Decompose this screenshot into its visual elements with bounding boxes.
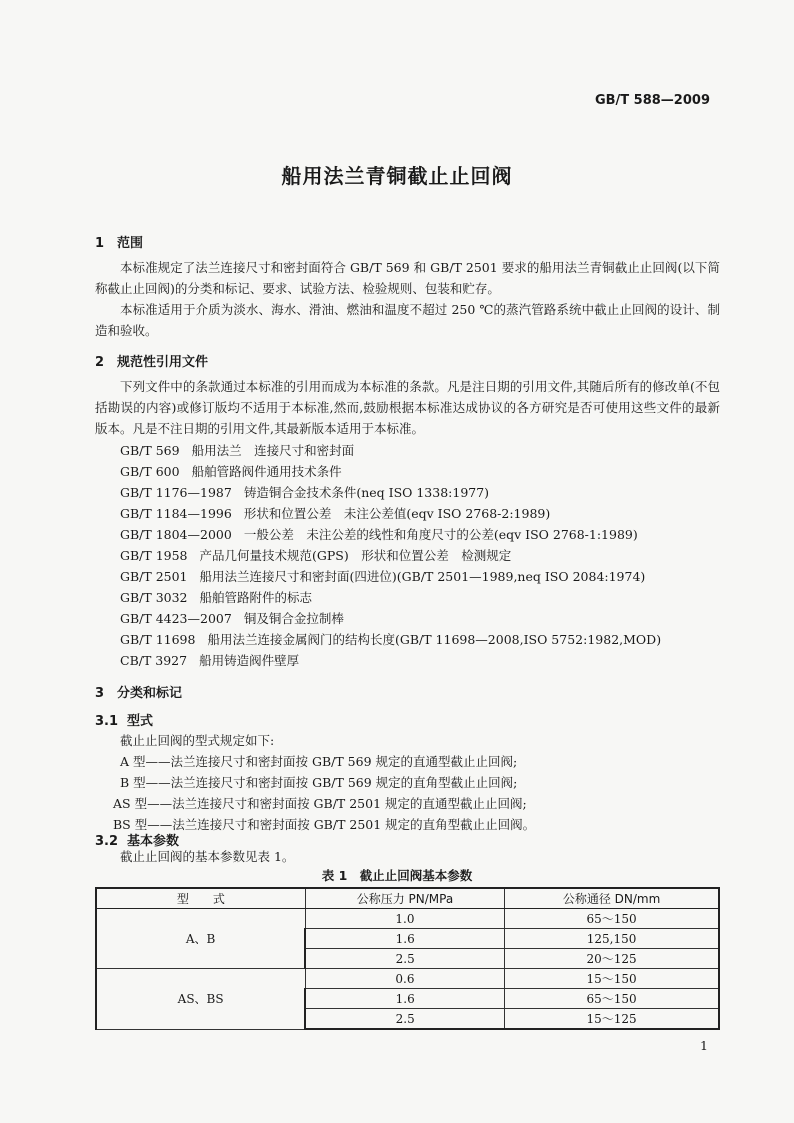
type-definition: AS 型——法兰连接尺寸和密封面按 GB/T 2501 规定的直通型截止止回阀; xyxy=(113,796,527,811)
reference-title: 产品几何量技术规范(GPS) 形状和位置公差 检测规定 xyxy=(199,548,512,563)
subsection-number: 3.1 xyxy=(95,714,119,729)
diameter-cell: 20～125 xyxy=(505,949,719,969)
type-definition: BS 型——法兰连接尺寸和密封面按 GB/T 2501 规定的直角型截止止回阀。 xyxy=(113,817,536,832)
section-title: 规范性引用文件 xyxy=(117,355,209,370)
pressure-cell: 2.5 xyxy=(305,1009,504,1030)
reference-code: GB/T 1184—1996 xyxy=(120,506,232,521)
paragraph: 下列文件中的条款通过本标准的引用而成为本标准的条款。凡是注日期的引用文件,其随后所有的修改单(不包括勘误的内容)或修订版均不适用于本标准,然而,鼓励根据本标准达成协议的各方研究是否可使用这些文件的最新版本。凡是不注日期的引用文件,其最新版本适用于本标准。 xyxy=(95,379,720,436)
column-header: 公称压力 PN/MPa xyxy=(305,888,504,909)
reference-code: GB/T 1804—2000 xyxy=(120,527,232,542)
reference-item xyxy=(120,462,342,480)
reference-title: 船用法兰连接尺寸和密封面(四进位)(GB/T 2501—1989,neq ISO 2084:1974) xyxy=(199,569,646,584)
diameter-cell: 65～150 xyxy=(505,909,719,929)
section-title: 范围 xyxy=(117,236,144,251)
reference-item xyxy=(120,525,638,543)
paragraph: 本标准规定了法兰连接尺寸和密封面符合 GB/T 569 和 GB/T 2501 要求的船用法兰青铜截止止回阀(以下简称截止止回阀)的分类和标记、要求、试验方法、检验规则、包装和贮存。 xyxy=(95,260,720,296)
subsection-number: 3.2 xyxy=(95,834,119,849)
reference-code: GB/T 2501 xyxy=(120,569,188,584)
reference-title: 船舶管路附件的标志 xyxy=(199,590,313,605)
reference-title: 形状和位置公差 未注公差值(eqv ISO 2768-2:1989) xyxy=(243,506,551,521)
reference-title: 铸造铜合金技术条件(neq ISO 1338:1977) xyxy=(243,485,490,500)
reference-code: GB/T 3032 xyxy=(120,590,188,605)
standard-code: GB/T 588—2009 xyxy=(594,93,710,108)
basic-parameters-table xyxy=(95,887,720,1030)
reference-title: 船舶管路阀件通用技术条件 xyxy=(191,464,342,479)
reference-code: GB/T 11698 xyxy=(120,632,196,647)
reference-code: GB/T 1176—1987 xyxy=(120,485,232,500)
reference-item xyxy=(120,651,299,669)
reference-item xyxy=(120,609,344,627)
section-heading-classification xyxy=(95,682,182,701)
diameter-cell: 15～150 xyxy=(505,969,719,989)
table-header-row xyxy=(96,888,719,909)
pressure-cell: 1.6 xyxy=(305,929,504,949)
reference-title: 一般公差 未注公差的线性和角度尺寸的公差(eqv ISO 2768-1:1989) xyxy=(243,527,638,542)
reference-code: CB/T 3927 xyxy=(120,653,188,668)
types-intro: 截止止回阀的型式规定如下: xyxy=(120,733,275,748)
reference-item xyxy=(120,483,489,501)
table-caption: 表 1 截止止回阀基本参数 xyxy=(321,868,473,883)
reference-item xyxy=(120,567,645,585)
subsection-title: 型式 xyxy=(127,714,154,729)
section-heading-scope xyxy=(95,232,143,251)
diameter-cell: 15～125 xyxy=(505,1009,719,1030)
page-number: 1 xyxy=(700,1038,708,1053)
reference-title: 铜及铜合金拉制棒 xyxy=(243,611,344,626)
subsection-title: 基本参数 xyxy=(127,834,180,849)
section-number: 3 xyxy=(95,686,105,701)
section-title: 分类和标记 xyxy=(117,686,183,701)
document-title: 船用法兰青铜截止止回阀 xyxy=(281,164,513,188)
diameter-cell: 65～150 xyxy=(505,989,719,1009)
type-cell: A、B xyxy=(96,909,305,969)
section-number: 1 xyxy=(95,236,105,251)
column-header: 公称通径 DN/mm xyxy=(505,888,719,909)
reference-item xyxy=(120,504,550,522)
column-header: 型 式 xyxy=(96,888,305,909)
diameter-cell: 125,150 xyxy=(505,929,719,949)
type-definition: A 型——法兰连接尺寸和密封面按 GB/T 569 规定的直通型截止止回阀; xyxy=(120,754,518,769)
reference-code: GB/T 4423—2007 xyxy=(120,611,232,626)
reference-code: GB/T 569 xyxy=(120,443,180,458)
pressure-cell: 1.6 xyxy=(305,989,504,1009)
section-heading-normative-references xyxy=(95,351,208,370)
table-row xyxy=(96,909,719,929)
pressure-cell: 2.5 xyxy=(305,949,504,969)
reference-title: 船用法兰 连接尺寸和密封面 xyxy=(191,443,355,458)
reference-code: GB/T 600 xyxy=(120,464,180,479)
pressure-cell: 0.6 xyxy=(305,969,504,989)
reference-title: 船用法兰连接金属阀门的结构长度(GB/T 11698—2008,ISO 5752:1982,MOD) xyxy=(207,632,662,647)
reference-item xyxy=(120,441,354,459)
reference-code: GB/T 1958 xyxy=(120,548,188,563)
reference-item xyxy=(120,588,312,606)
reference-title: 船用铸造阀件壁厚 xyxy=(199,653,300,668)
table-row xyxy=(96,969,719,989)
pressure-cell: 1.0 xyxy=(305,909,504,929)
paragraph: 本标准适用于介质为淡水、海水、滑油、燃油和温度不超过 250 ℃的蒸汽管路系统中截止止回阀的设计、制造和验收。 xyxy=(95,302,720,338)
reference-item xyxy=(120,630,661,648)
parameters-intro: 截止止回阀的基本参数见表 1。 xyxy=(120,849,295,864)
subsection-heading-types xyxy=(95,710,153,729)
type-cell: AS、BS xyxy=(96,969,305,1030)
type-definition: B 型——法兰连接尺寸和密封面按 GB/T 569 规定的直角型截止止回阀; xyxy=(120,775,518,790)
reference-item xyxy=(120,546,511,564)
section-number: 2 xyxy=(95,355,105,370)
